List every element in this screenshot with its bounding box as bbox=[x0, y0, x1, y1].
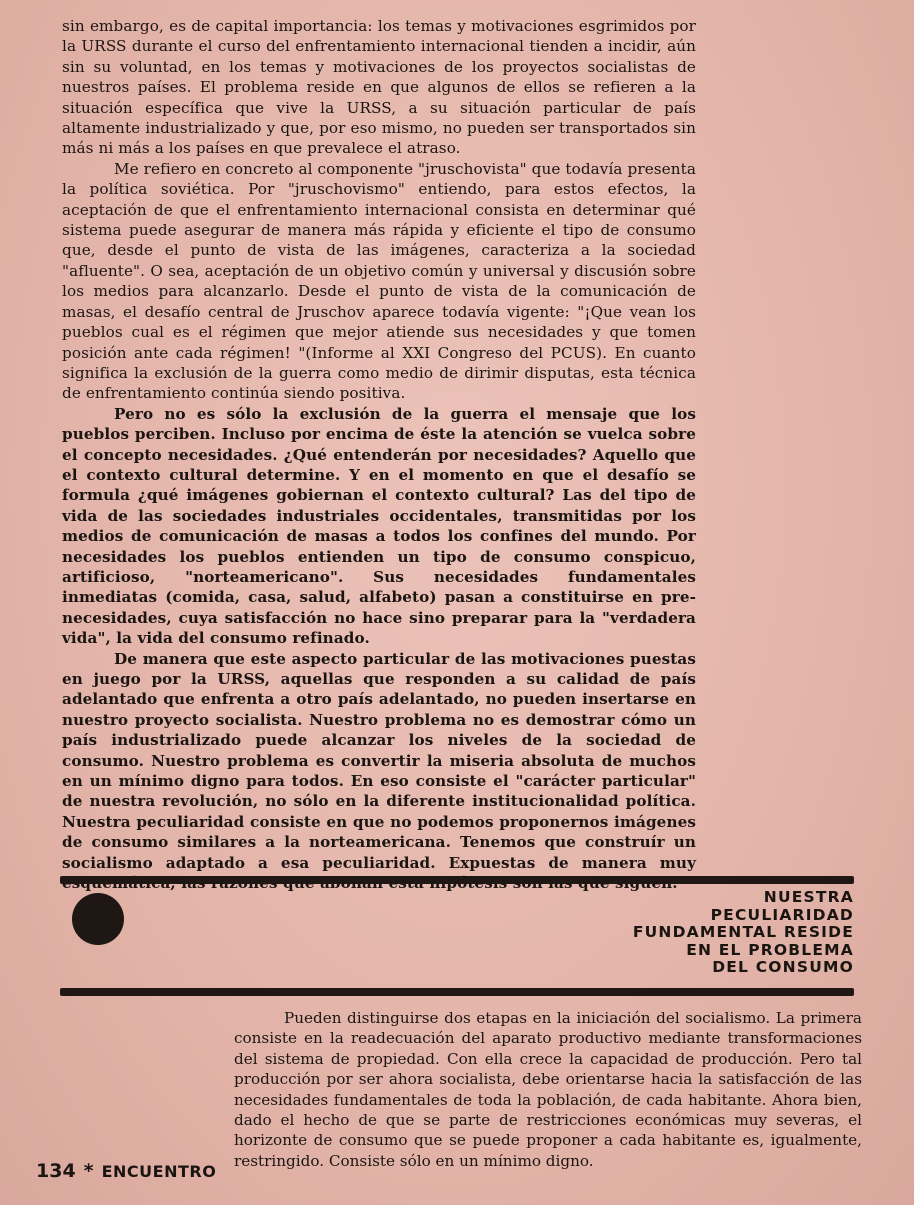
paragraph-3 bbox=[62, 404, 696, 649]
main-text-column bbox=[62, 16, 696, 893]
separator-star: * bbox=[83, 1160, 94, 1182]
pull-quote-line: DEL CONSUMO bbox=[712, 958, 854, 977]
paragraph-5 bbox=[234, 1008, 862, 1171]
lower-text-column bbox=[234, 1008, 862, 1171]
pull-quote-line: FUNDAMENTAL RESIDE bbox=[632, 923, 854, 942]
paragraph-4 bbox=[62, 649, 696, 894]
publication-name: ENCUENTRO bbox=[101, 1162, 217, 1181]
paragraph-3-text: Pero no es sólo la exclusión de la guerra el mensaje que los pueblos perciben. Incluso por encima de éste la atención se vuelca sobre el concepto necesidades. ¿Qué entenderán por necesidades? Aquello que el contexto cultural determine. Y en el momento en que el desafío se formula ¿qué imágenes gobiernan el contexto cultural? Las del tipo de vida de las sociedades industriales occidentales, transmitidas por los medios de comunicación de masas a todos los confines del mundo. Por necesidades los pueblos entienden un tipo de consumo conspicuo, artificioso, "norteamericano". Sus necesidades fundamentales inmediatas (comida, casa, salud, alfabeto) pasan a constituirse en pre-necesidades, cuya satisfacción no hace sino preparar para la "verdadera vida", la vida del consumo refinado. bbox=[62, 404, 696, 648]
paragraph-2 bbox=[62, 159, 696, 404]
paragraph-1: sin embargo, es de capital importancia: los temas y motivaciones esgrimidos por la URSS durante el curso del enfrentamiento internacional tienden a incidir, aún sin su voluntad, en los temas y motivaciones de los proyectos socialistas de nuestros países. El problema reside en que algunos de ellos se refieren a la situación específica que vive la URSS, a su situación particular de país altamente industrializado y que, por eso mismo, no pueden ser transportados sin más ni más a los países en que prevalece el atraso. bbox=[62, 17, 696, 158]
pull-quote-line: NUESTRA bbox=[763, 888, 854, 906]
page-number: 134 bbox=[36, 1160, 76, 1182]
bullet-dot-icon bbox=[72, 893, 124, 945]
callout-top-rule bbox=[60, 876, 854, 884]
paragraph-2-text: Me refiero en concreto al componente "jruschovista" que todavía presenta la política soviética. Por "jruschovismo" entiendo, para estos efectos, la aceptación de que el enfrentamiento internacional consista en determinar qué sistema puede asegurar de manera más rápida y eficiente el tipo de consumo que, desde el punto de vista de las imágenes, caracteriza a la sociedad "afluente". O sea, aceptación de un objetivo común y universal y discusión sobre los medios para alcanzarlo. Desde el punto de vista de la comunicación de masas, el desafío central de Jruschov aparece todavía vigente: "¡Que vean los pueblos cual es el régimen que mejor atiende sus necesidades y que tomen posición ante cada régimen! "(Informe al XXI Congreso del PCUS). En cuanto significa la exclusión de la guerra como medio de dirimir disputas, esta técnica de enfrentamiento continúa siendo positiva. bbox=[62, 159, 697, 403]
callout-bottom-rule bbox=[60, 988, 854, 996]
page-footer bbox=[36, 1160, 216, 1182]
pull-quote-line: EN EL PROBLEMA bbox=[686, 940, 854, 959]
pull-quote bbox=[524, 889, 854, 977]
paragraph-5-text: Pueden distinguirse dos etapas en la iniciación del socialismo. La primera consiste en la readecuación del aparato productivo mediante transformaciones del sistema de propiedad. Con ella crece la capacidad de producción. Pero tal producción por ser ahora socialista, debe orientarse hacia la satisfacción de las necesidades fundamentales de toda la población, de cada habitante. Ahora bien, dado el hecho de que se parte de restricciones económicas muy severas, el horizonte de consumo que se puede proponer a cada habitante es, igualmente, restringido. Consiste sólo en un mínimo digno. bbox=[234, 1009, 862, 1170]
paragraph-4-text: De manera que este aspecto particular de las motivaciones puestas en juego por la URSS, aquellas que responden a su calidad de país adelantado que enfrenta a otro país adelantado, no pueden insertarse en nuestro proyecto socialista. Nuestro problema no es demostrar cómo un país industrializado puede alcanzar los niveles de la sociedad de consumo. Nuestro problema es convertir la miseria absoluta de muchos en un mínimo digno para todos. En eso consiste el "carácter particular" de nuestra revolución, no sólo en la diferente institucionalidad política. Nuestra peculiaridad consiste en que no podemos proponernos imágenes de consumo similares a la norteamericana. Tenemos que construír un socialismo adaptado a esa peculiaridad. Expuestas de manera muy bbox=[62, 649, 696, 872]
pull-quote-line: PECULIARIDAD bbox=[710, 905, 854, 924]
